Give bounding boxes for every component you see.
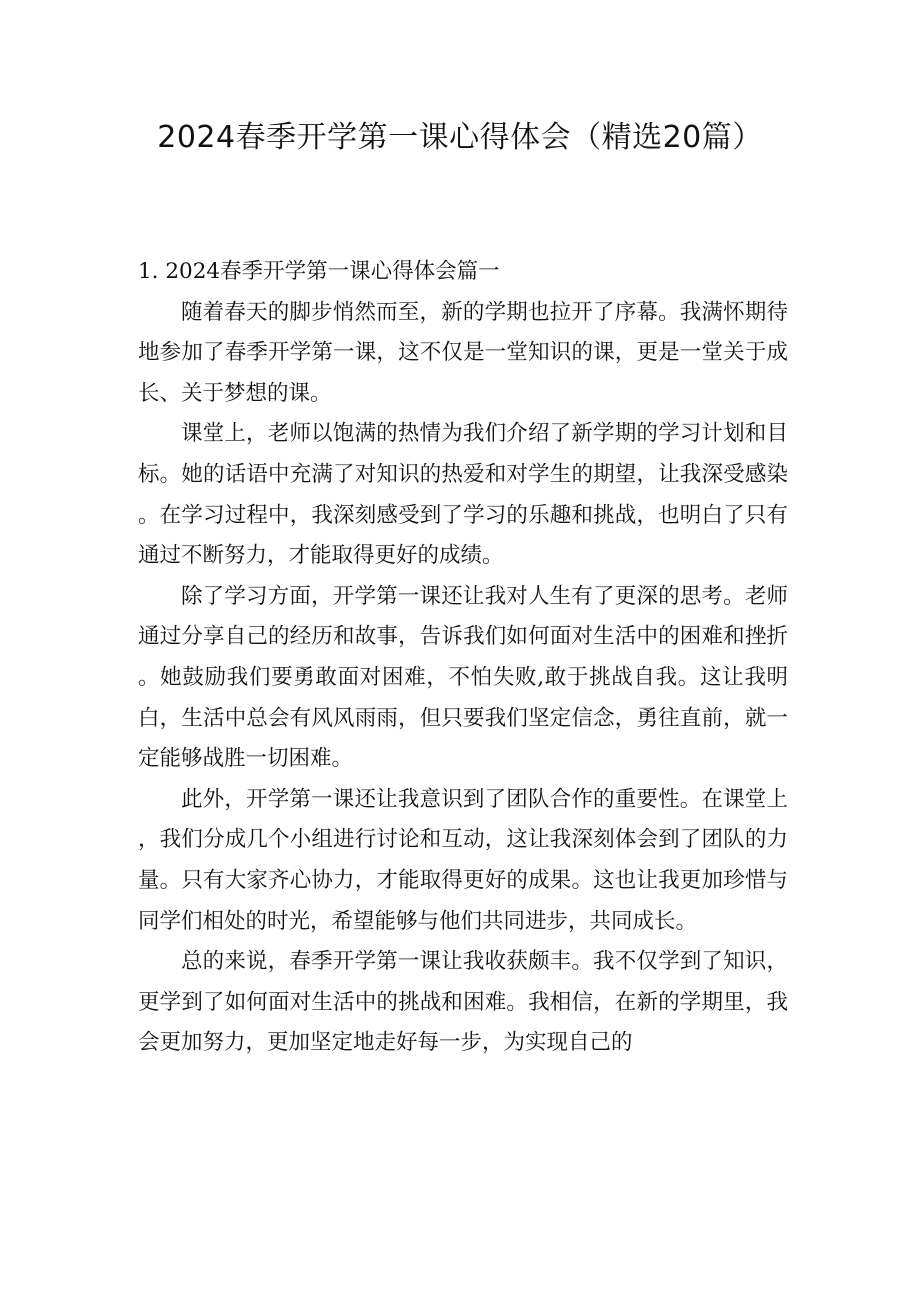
paragraph-3: 除了学习方面，开学第一课还让我对人生有了更深的思考。老师通过分享自己的经历和故事，告诉我们如何面对生活中的困难和挫折。她鼓励我们要勇敢面对困难，不怕失败,敢于挑战自我。这让我明白，生活中总会有风风雨雨，但只要我们坚定信念，勇往直前，就一定能够战胜一切困难。	[138, 583, 788, 772]
paragraph-5: 总的来说，春季开学第一课让我收获颇丰。我不仅学到了知识，更学到了如何面对生活中的挑战和困难。我相信，在新的学期里，我会更加努力，更加坚定地走好每一步，为实现自己的	[138, 949, 788, 1056]
section-heading: 1. 2024春季开学第一课心得体会篇一	[138, 259, 500, 284]
paragraph-1: 随着春天的脚步悄然而至，新的学期也拉开了序幕。我满怀期待地参加了春季开学第一课，这不仅是一堂知识的课，更是一堂关于成长、关于梦想的课。	[138, 299, 788, 406]
document-title: 2024春季开学第一课心得体会（精选20篇）	[157, 120, 763, 155]
document-body	[138, 252, 788, 1064]
paragraph-2: 课堂上，老师以饱满的热情为我们介绍了新学期的学习计划和目标。她的话语中充满了对知识的热爱和对学生的期望，让我深受感染。在学习过程中，我深刻感受到了学习的乐趣和挑战，也明白了只有通过不断努力，才能取得更好的成绩。	[138, 421, 788, 569]
paragraph-4: 此外，开学第一课还让我意识到了团队合作的重要性。在课堂上，我们分成几个小组进行讨论和互动，这让我深刻体会到了团队的力量。只有大家齐心协力，才能取得更好的成果。这也让我更加珍惜与同学们相处的时光，希望能够与他们共同进步，共同成长。	[138, 786, 788, 934]
